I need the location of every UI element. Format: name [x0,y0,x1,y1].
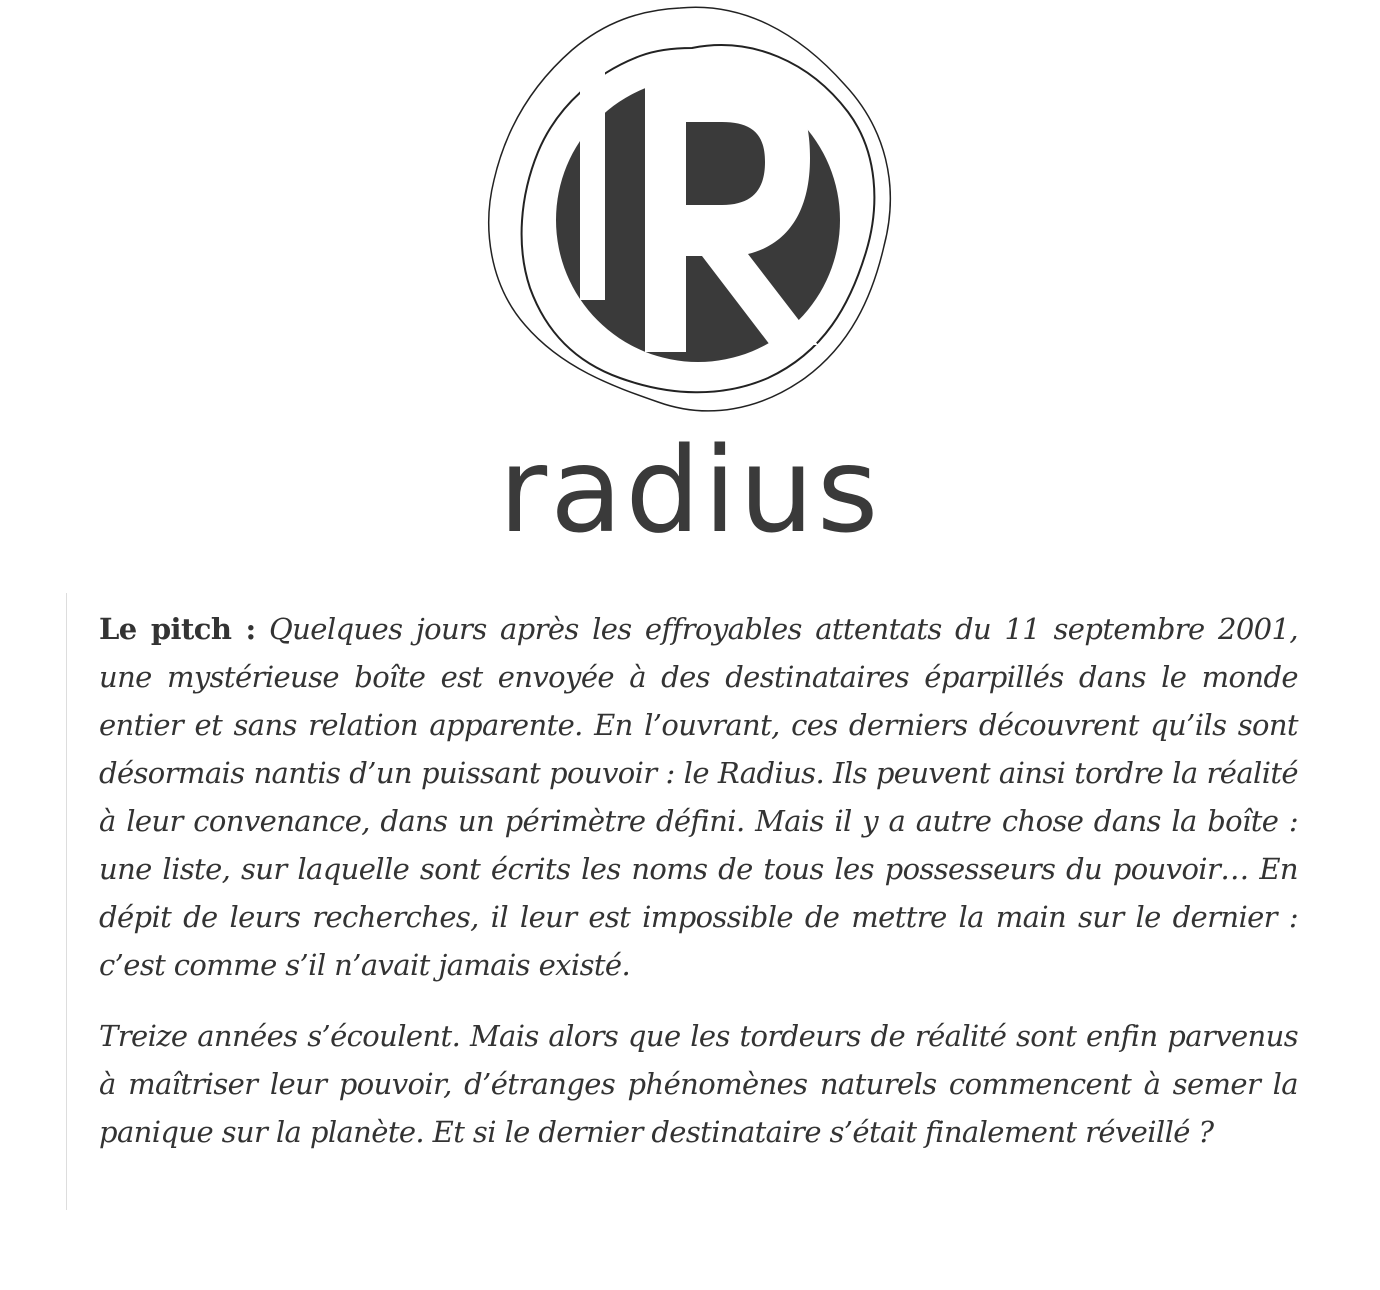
pitch-paragraph-1 [99,605,1298,989]
radius-wordmark: radius [498,421,882,559]
radius-emblem-icon [480,0,900,430]
pitch-text-2: Treize années s’écoulent. Mais alors que les tordeurs de réalité sont enfin parvenus à maîtriser leur pouvoir, d’étranges phénomènes naturels commencent à semer la panique sur la planète. Et si le dernier destinataire s’était finalement réveillé ? [99,1019,1298,1149]
radius-logo [480,0,900,560]
pitch-blockquote [66,593,1298,1210]
pitch-text-1: Quelques jours après les effroyables attentats du 11 septembre 2001, une mystérieuse boîte est envoyée à des destinataires éparpillés dans le monde entier et sans relation apparente. En l’ouvrant, ces derniers découvrent qu’ils sont désormais nantis d’un puissant pouvoir : le Radius. Ils peuvent ainsi tordre la réalité à leur convenance, dans un périmètre défini. Mais il y a autre chose dans la boîte : une liste, sur laquelle sont écrits les noms de tous les possesseurs du pouvoir… En dépit de leurs recherches, il leur est impossible de mettre la main sur le dernier : c’est comme s’il n’avait jamais existé. [99,612,1298,982]
pitch-paragraph-2 [99,1012,1298,1156]
pitch-label: Le pitch : [99,612,256,646]
